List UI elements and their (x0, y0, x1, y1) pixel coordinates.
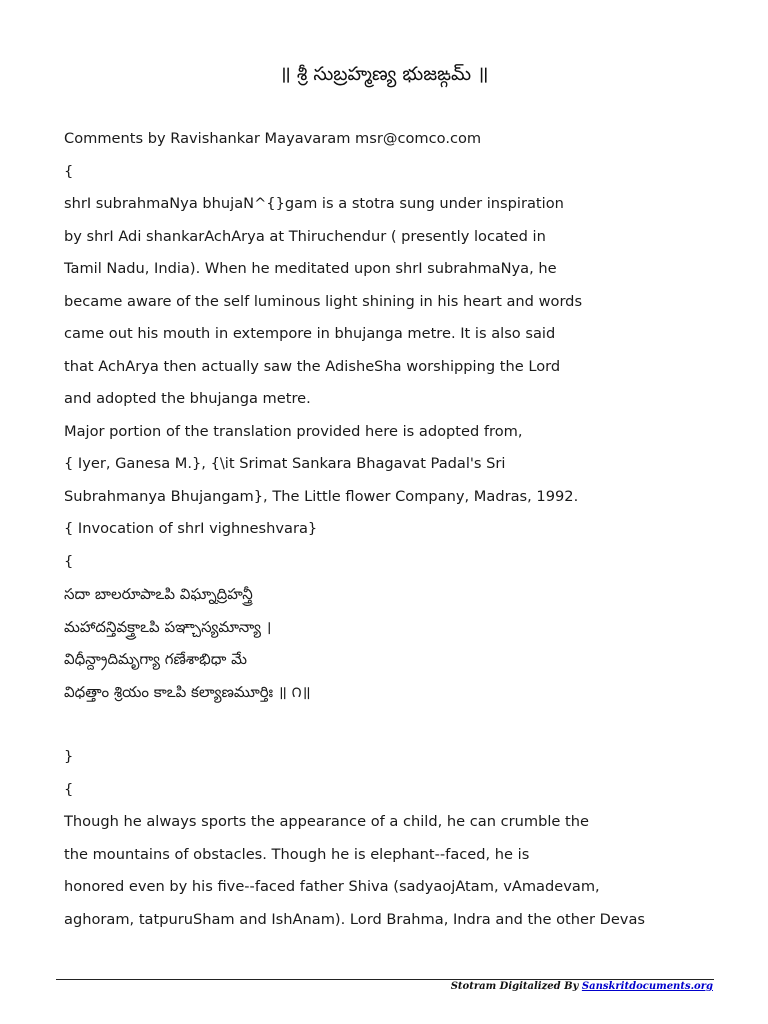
footer-credit (451, 980, 713, 994)
verse-line-2: మహాదన్తివక్త్రాఽపి పఞ్చాస్యమాన్యా । (64, 617, 272, 636)
verse-line-1: సదా బాలరూపాఽపి విఘ్నాద్రిహన్త్రీ (64, 585, 253, 603)
document-body (64, 125, 724, 938)
text-line: and adopted the bhujanga metre. (64, 390, 311, 407)
verse-line-3: విధీన్ద్రాదిమృగ్యా గణేశాభిధా మే (64, 650, 247, 668)
text-line-open-brace: { (64, 552, 74, 570)
text-line-invocation: { Invocation of shrI vighneshvara} (64, 520, 318, 537)
footer-prefix: Stotram Digitalized By (450, 981, 582, 992)
text-line-open-brace: { (64, 162, 74, 180)
text-line: honored even by his five--faced father Shiva (sadyaojAtam, vAmadevam, (64, 878, 600, 895)
footer-link[interactable]: Sanskritdocuments.org (581, 981, 713, 992)
text-line: Though he always sports the appearance of a child, he can crumble the (64, 813, 589, 830)
blank-line (64, 710, 724, 743)
text-line: { Iyer, Ganesa M.}, {\it Srimat Sankara Bhagavat Padal's Sri (64, 455, 506, 472)
text-line: shrI subrahmaNya bhujaN^{}gam is a stotra sung under inspiration (64, 195, 564, 212)
text-line: came out his mouth in extempore in bhujanga metre. It is also said (64, 325, 556, 342)
text-line: became aware of the self luminous light shining in his heart and words (64, 292, 583, 310)
text-line: that AchArya then actually saw the AdisheSha worshipping the Lord (64, 357, 561, 375)
verse-line-4: విధత్తాం శ్రియం కాఽపి కల్యాణమూర్తిః ॥ ౧॥ (64, 682, 311, 701)
text-line-close-brace: } (64, 748, 74, 765)
text-line: aghoram, tatpuruSham and IshAnam). Lord Brahma, Indra and the other Devas (64, 910, 645, 928)
text-line: Tamil Nadu, India). When he meditated upon shrI subrahmaNya, he (64, 260, 557, 277)
text-line: Subrahmanya Bhujangam}, The Little flower Company, Madras, 1992. (64, 487, 579, 505)
text-line: by shrI Adi shankarAchArya at Thiruchendur ( presently located in (64, 227, 546, 245)
text-line-open-brace: { (64, 780, 74, 798)
text-line: Major portion of the translation provided here is adopted from, (64, 422, 523, 440)
text-line-comments: Comments by Ravishankar Mayavaram msr@comco.com (64, 130, 482, 147)
page-title: ॥ శ్రీ సుబ్రహ్మణ్య భుజఙ్గమ్ ॥ (279, 63, 489, 85)
text-line: the mountains of obstacles. Though he is elephant--faced, he is (64, 845, 530, 863)
